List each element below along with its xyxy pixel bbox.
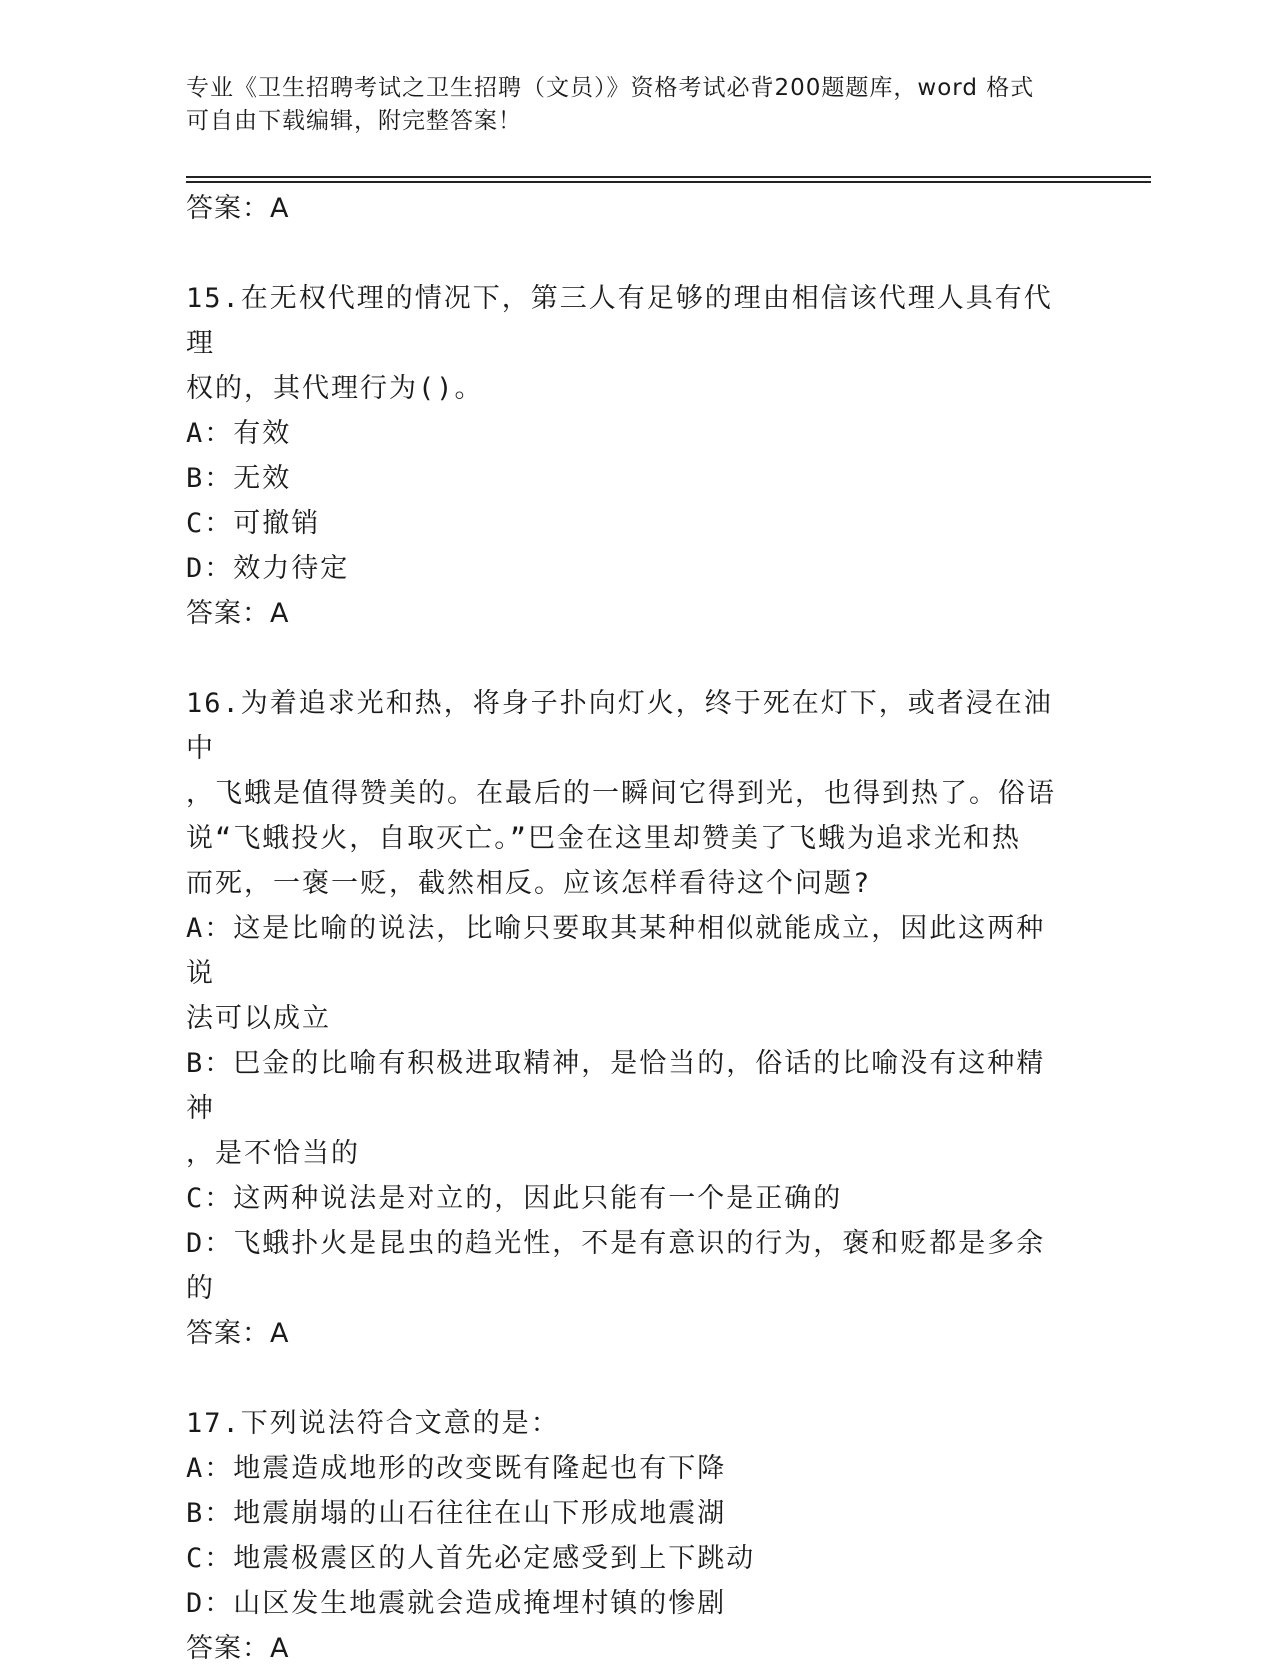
answer-line: 答案：A [186,598,290,629]
option-b: B：地震崩塌的山石往往在山下形成地震湖 [186,1498,727,1529]
option-c: C：地震极震区的人首先必定感受到上下跳动 [186,1543,756,1574]
question-text-line: 15.在无权代理的情况下，第三人有足够的理由相信该代理人具有代理 [186,283,1053,359]
question-text-line: 权的，其代理行为()。 [186,373,484,404]
document-header [186,72,1066,138]
question-16 [186,681,1071,1356]
question-text-line: 说“飞蛾投火，自取灭亡。”巴金在这里却赞美了飞蛾为追求光和热 [186,823,1022,854]
option-a: A：有效 [186,418,292,449]
question-text-line: ，飞蛾是值得赞美的。在最后的一瞬间它得到光，也得到热了。俗语 [186,778,1056,809]
question-text-line: 16.为着追求光和热，将身子扑向灯火，终于死在灯下，或者浸在油中 [186,688,1053,764]
option-c: C：可撤销 [186,508,321,539]
header-line-1: 专业《卫生招聘考试之卫生招聘（文员）》资格考试必背200题题库，word 格式 [186,75,1035,101]
option-a: A：这是比喻的说法，比喻只要取其某种相似就能成立，因此这两种说 [186,913,1046,989]
option-b: B：无效 [186,463,292,494]
option-d: D：飞蛾扑火是昆虫的趋光性，不是有意识的行为，褒和贬都是多余的 [186,1228,1046,1304]
answer-line: 答案：A [186,1633,290,1664]
answer-line: 答案：A [186,193,290,224]
spacer [186,636,1071,681]
spacer [186,231,1071,276]
option-a: A：地震造成地形的改变既有隆起也有下降 [186,1453,727,1484]
question-15 [186,276,1071,636]
option-b: B：巴金的比喻有积极进取精神，是恰当的，俗话的比喻没有这种精神 [186,1048,1046,1124]
header-rule-top [186,176,1151,178]
spacer [186,1356,1071,1401]
option-d: D：山区发生地震就会造成掩埋村镇的惨剧 [186,1588,727,1619]
header-line-2: 可自由下载编辑，附完整答案！ [186,108,522,134]
option-a-continued: 法可以成立 [186,1003,331,1034]
answer-line: 答案：A [186,1318,290,1349]
question-17 [186,1401,1071,1671]
question-text-line: 而死，一褒一贬，截然相反。应该怎样看待这个问题? [186,868,872,899]
question-text-line: 17.下列说法符合文意的是： [186,1408,560,1439]
question-content [186,186,1071,1671]
option-b-continued: ，是不恰当的 [186,1138,360,1169]
option-d: D：效力待定 [186,553,350,584]
header-rule-bottom [186,181,1151,183]
option-c: C：这两种说法是对立的，因此只能有一个是正确的 [186,1183,843,1214]
